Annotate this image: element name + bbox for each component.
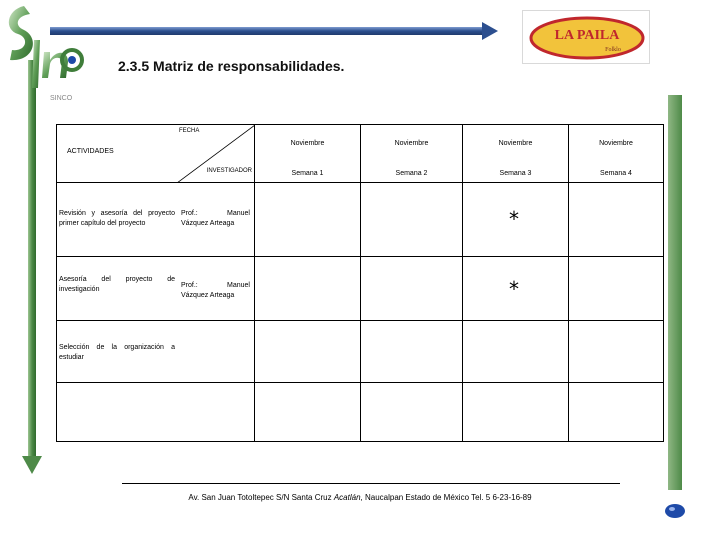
schedule-cell-3-2 [361,321,463,383]
schedule-cell-3-3 [463,321,569,383]
sinco-logo [0,0,95,110]
schedule-cell-1-2 [361,183,463,257]
header-fecha-investigador-cell [177,125,255,183]
schedule-cell-1-1 [255,183,361,257]
footer-address [0,493,720,502]
header-week-4 [569,125,663,183]
schedule-cell-2-3 [463,257,569,321]
responsible-cell-2 [177,257,255,321]
investigador-label: INVESTIGADOR [206,168,252,174]
page-title: 2.3.5 Matriz de responsabilidades. [118,58,345,74]
activity-cell-4 [57,383,177,441]
schedule-cell-2-1 [255,257,361,321]
activity-cell-2 [57,257,177,321]
month-label: Noviembre [394,140,429,147]
responsible-text: Prof.: Manuel Vázquez Arteaga [181,210,250,227]
month-label: Noviembre [498,140,533,147]
schedule-cell-4-4 [569,383,663,441]
footer-address-italic: Acatlán [333,493,361,502]
responsibility-matrix [56,124,664,442]
header-week-2 [361,125,463,183]
bottom-blue-dot [664,500,686,522]
activity-cell-3 [57,321,177,383]
right-green-bar [668,95,682,490]
schedule-cell-2-4 [569,257,663,321]
activity-text: Revisión y asesoría del proyecto primer capítulo del proyecto [59,210,175,227]
footer-address-start: Av. San Juan Totoltepec S/N Santa Cruz [188,493,334,502]
schedule-cell-1-3 [463,183,569,257]
responsible-text: Prof.: Manuel Vázquez Arteaga [181,282,250,299]
responsible-cell-4 [177,383,255,441]
week-label: Semana 3 [499,170,532,177]
header-week-1 [255,125,361,183]
scheduled-mark: * [509,277,519,301]
week-label: Semana 4 [600,170,632,177]
week-label: Semana 1 [291,170,324,177]
activity-text: Selección de la organización a estudiar [59,344,175,361]
schedule-cell-4-1 [255,383,361,441]
scheduled-mark: * [509,207,519,231]
schedule-cell-4-2 [361,383,463,441]
responsible-cell-1 [177,183,255,257]
schedule-cell-3-1 [255,321,361,383]
activity-text: Asesoría del proyecto de investigación [59,276,175,293]
left-arrow-decoration [20,60,44,475]
month-label: Noviembre [290,140,325,147]
activity-cell-1 [57,183,177,257]
top-arrow-decoration [30,20,500,42]
la-paila-logo [522,10,650,64]
schedule-cell-1-4 [569,183,663,257]
schedule-cell-3-4 [569,321,663,383]
header-week-3 [463,125,569,183]
la-paila-logo-subtext: Folklo [605,47,621,53]
responsible-cell-3 [177,321,255,383]
week-label: Semana 2 [395,170,428,177]
la-paila-logo-text: LA PAILA [554,28,620,43]
schedule-cell-2-2 [361,257,463,321]
header-activities-cell [57,125,177,183]
month-label: Noviembre [599,140,633,147]
actividades-label: ACTIVIDADES [67,148,114,155]
footer-address-end: , Naucalpan Estado de México Tel. 5 6-23-16-89 [360,493,532,502]
sinco-logo-text: SINCO [50,95,73,102]
footer-divider [122,483,620,484]
schedule-cell-4-3 [463,383,569,441]
fecha-label: FECHA [179,128,200,134]
